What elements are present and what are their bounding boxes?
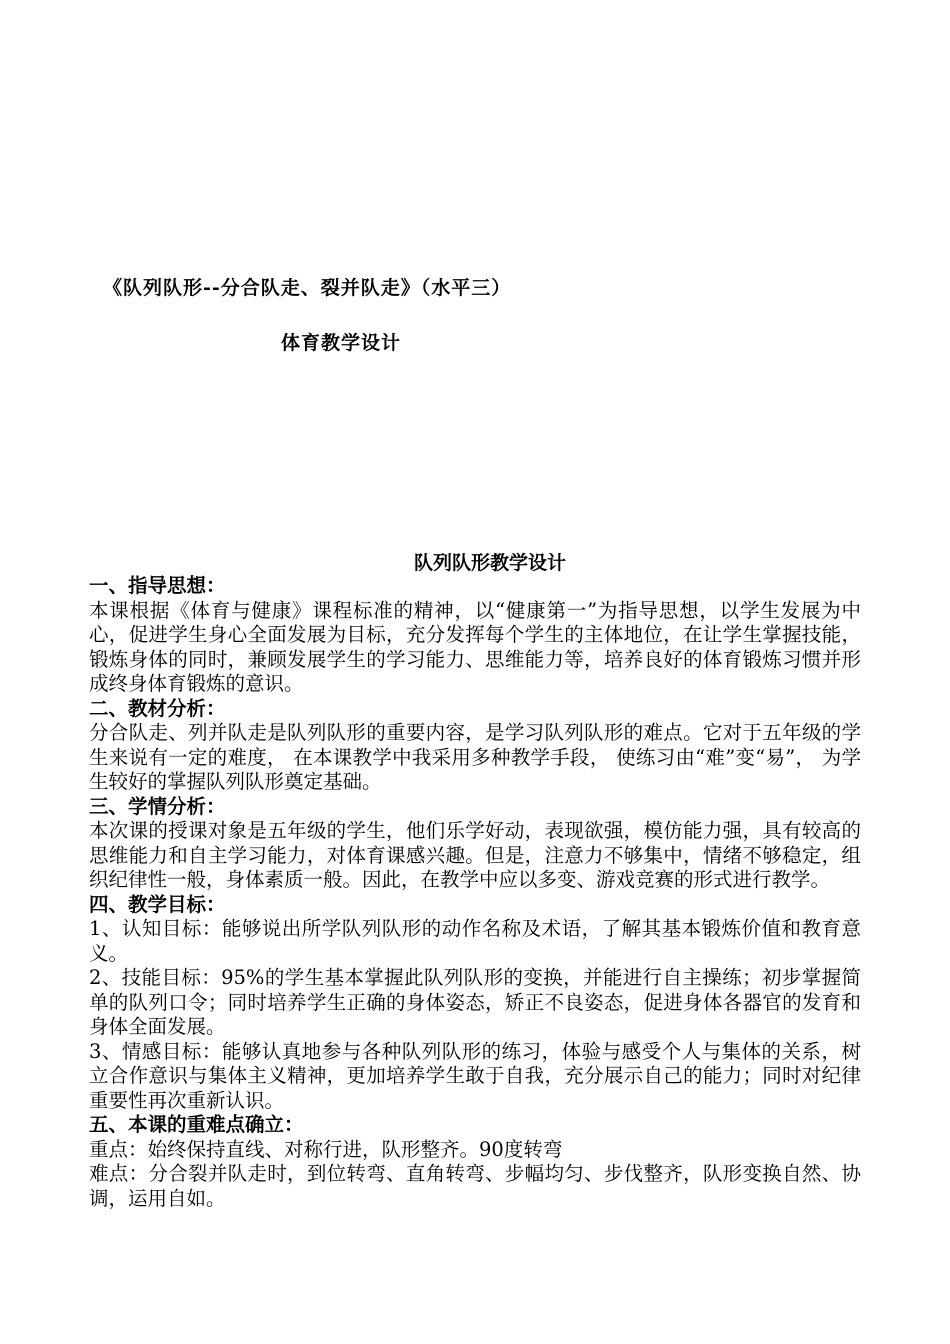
difficult-point-text: 难点：分合裂并队走时，到位转弯、直角转弯、步幅均匀、步伐整齐，队形变换自然、协调，运用自如。: [89, 1162, 861, 1210]
material-analysis-text: 分合队走、列并队走是队列队形的重要内容，是学习队列队形的难点。它对于五年级的学生来说有一定的难度， 在本课教学中我采用多种教学手段， 使练习由“难”变“易”， 为学生较好的掌握队列队形奠定基础。: [89, 721, 861, 793]
objective-affective: 3、情感目标：能够认真地参与各种队列队形的练习，体验与感受个人与集体的关系，树立合作意识与集体主义精神，更加培养学生敢于自我，充分展示自己的能力；同时对纪律重要性再次重新认识。: [89, 1039, 861, 1112]
document-body: [89, 574, 861, 1211]
section-heading-teaching-objectives: 四、教学目标：: [89, 892, 226, 916]
objective-cognitive: 1、认知目标：能够说出所学队列队形的动作名称及术语，了解其基本锻炼价值和教育意义。: [89, 917, 861, 965]
section-heading-guiding-ideology: 一、指导思想：: [89, 574, 226, 597]
section-heading-key-difficult-points: 五、本课的重难点确立：: [89, 1113, 304, 1136]
document-title: 队列队形教学设计: [413, 552, 566, 574]
cover-subtitle: 体育教学设计: [281, 332, 402, 354]
key-point-text: 重点：始终保持直线、对称行进，队形整齐。90度转弯: [89, 1137, 563, 1161]
cover-title: 《队列队形--分合队走、裂并队走》（水平三）: [103, 277, 512, 299]
section-heading-material-analysis: 二、教材分析：: [89, 696, 226, 720]
section-heading-student-analysis: 三、学情分析：: [89, 794, 226, 818]
objective-skill: 2、技能目标：95%的学生基本掌握此队列队形的变换，并能进行自主操练；初步掌握简单的队列口令；同时培养学生正确的身体姿态，矫正不良姿态，促进身体各器官的发育和身体全面发展。: [89, 966, 861, 1038]
guiding-ideology-text: 本课根据《体育与健康》课程标准的精神，以“健康第一”为指导思想，以学生发展为中心，促进学生身心全面发展为目标，充分发挥每个学生的主体地位，在让学生掌握技能，锻炼身体的同时，兼顾发展学生的学习能力、思维能力等，培养良好的体育锻炼习惯并形成终身体育锻炼的意识。: [89, 598, 861, 695]
student-analysis-text: 本次课的授课对象是五年级的学生，他们乐学好动，表现欲强，模仿能力强，具有较高的思维能力和自主学习能力，对体育课感兴趣。但是，注意力不够集中，情绪不够稳定，组织纪律性一般，身体素质一般。因此，在教学中应以多变、游戏竞赛的形式进行教学。: [89, 819, 861, 891]
